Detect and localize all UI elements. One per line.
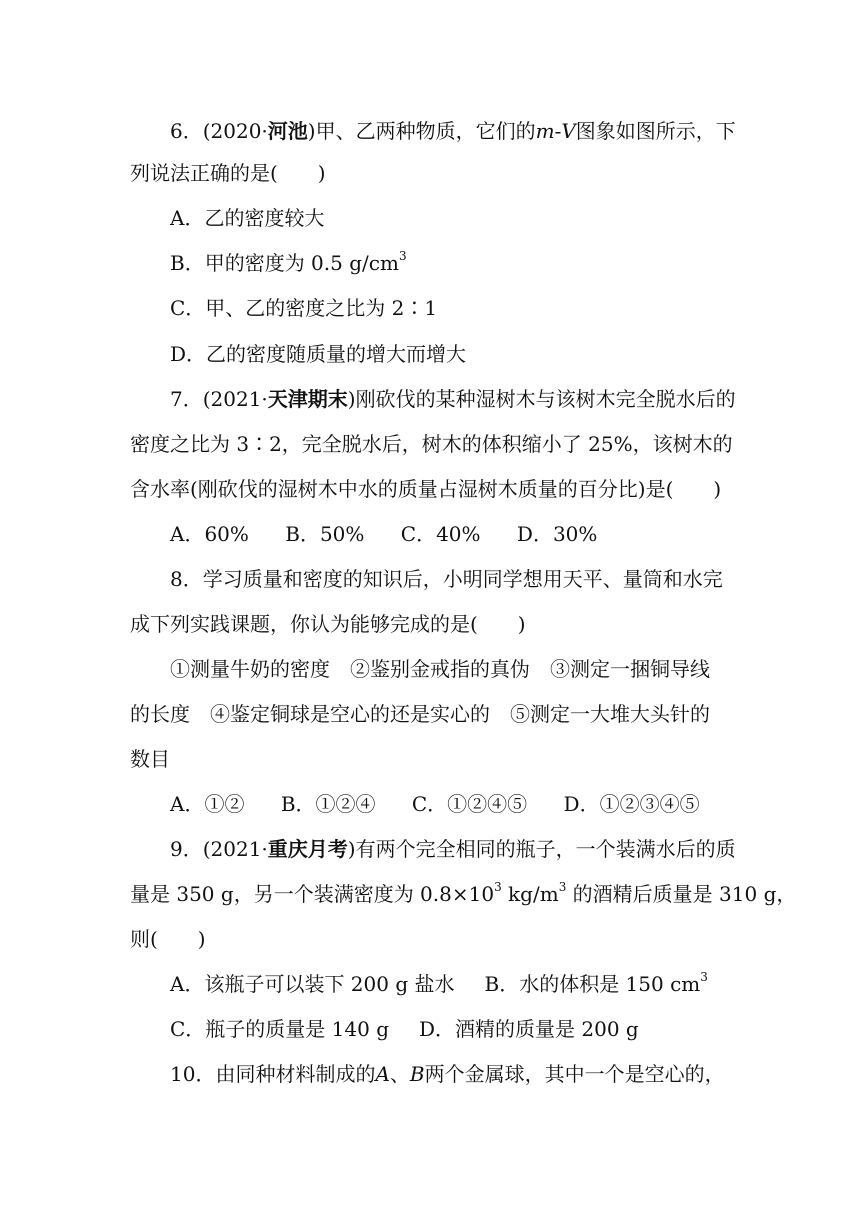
- q6-line1: 6．(2020·河池)甲、乙两种物质，它们的m-V图象如图所示，下: [170, 119, 736, 143]
- q8-line4: 的长度 ④鉴定铜球是空心的还是实心的 ⑤测定一大堆大头针的: [130, 702, 710, 726]
- q9-option-c: C．瓶子的质量是 140 g: [170, 1017, 389, 1041]
- q7-options: [170, 520, 770, 548]
- q6-option-a: A．乙的密度较大: [170, 206, 325, 230]
- q7-line3: 含水率(刚砍伐的湿树木中水的质量占湿树木质量的百分比)是( ): [130, 477, 722, 501]
- q9-line1: 9．(2021·重庆月考)有两个完全相同的瓶子，一个装满水后的质: [170, 837, 736, 861]
- q7-source: 天津期末: [267, 387, 348, 411]
- q7-line1: 7．(2021·天津期末)刚砍伐的某种湿树木与该树木完全脱水后的: [170, 387, 736, 411]
- q8-option-c: C．①②④⑤: [411, 792, 528, 816]
- q6-option-d: D．乙的密度随质量的增大而增大: [170, 342, 467, 366]
- q6-option-b: B．甲的密度为 0.5 $g/cm^3$: [170, 249, 407, 275]
- q6-line2: 列说法正确的是( ): [130, 161, 326, 185]
- q9-option-d: D．酒精的质量是 200 g: [419, 1017, 639, 1041]
- q6-option-c: C．甲、乙的密度之比为 2∶1: [170, 296, 438, 320]
- q9-options-cd: [170, 1015, 770, 1043]
- q9-line3: 则( ): [130, 927, 206, 951]
- q7-option-c: C．40%: [400, 522, 481, 546]
- q6-source: 河池: [267, 119, 308, 143]
- q7-option-d: D．30%: [516, 522, 598, 546]
- q9-option-b: B．水的体积是 150 $cm^3$: [484, 970, 708, 996]
- q9-option-a: A．该瓶子可以装下 200 g 盐水: [170, 972, 455, 996]
- q8-options: [170, 790, 770, 818]
- q9-line2: 量是 350 g，另一个装满密度为 $0.8\times 10^3$ $kg/m^3$ 的酒精后质量是 310 g，: [130, 880, 797, 906]
- q10-line1: 10．由同种材料制成的A、B两个金属球，其中一个是空心的，: [170, 1062, 725, 1086]
- q8-option-d: D．①②③④⑤: [563, 792, 700, 816]
- q7-option-a: A．60%: [170, 522, 249, 546]
- q9-source: 重庆月考: [267, 837, 348, 861]
- q9-options-ab: [170, 970, 770, 998]
- q8-option-a: A．①②: [170, 792, 245, 816]
- q8-option-b: B．①②④: [280, 792, 376, 816]
- q8-line3: ①测量牛奶的密度 ②鉴别金戒指的真伪 ③测定一捆铜导线: [170, 657, 710, 681]
- q8-line1: 8．学习质量和密度的知识后，小明同学想用天平、量筒和水完: [170, 567, 723, 591]
- q8-line2: 成下列实践课题，你认为能够完成的是( ): [130, 612, 526, 636]
- q8-line5: 数目: [130, 747, 170, 771]
- q7-option-b: B．50%: [285, 522, 365, 546]
- q7-line2: 密度之比为 3∶2，完全脱水后，树木的体积缩小了 25%，该树木的: [130, 432, 733, 456]
